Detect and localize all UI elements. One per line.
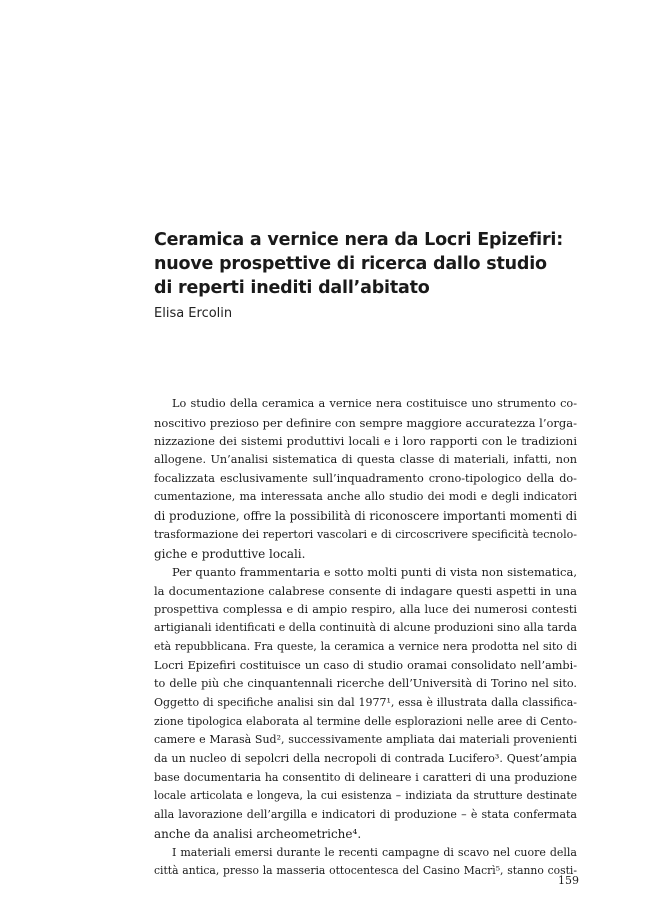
title-line: Ceramica a vernice nera da Locri Epizefiri: (154, 230, 563, 250)
text-line: I materiali emersi durante le recenti campagne di scavo nel cuore della (172, 845, 577, 859)
title-line: di reperti inediti dall’abitato (154, 278, 430, 298)
text-line: allogene. Un’analisi sistematica di questa classe di materiali, infatti, non (154, 453, 577, 467)
article-title (154, 228, 594, 300)
text-line: la documentazione calabrese consente di indagare questi aspetti in una (154, 583, 577, 598)
text-line: base documentaria ha consentito di delineare i caratteri di una produzione (154, 770, 577, 784)
text-line: Per quanto frammentaria e sotto molti punti di vista non sistematica, (172, 565, 577, 580)
text-line: età repubblicana. Fra queste, la ceramica a vernice nera prodotta nel sito di (154, 639, 577, 653)
author-name: Elisa Ercolin (154, 306, 233, 321)
text-line: artigianali identificati e della continuità di alcune produzioni sino alla tarda (154, 621, 577, 635)
text-line: focalizzata esclusivamente sull’inquadramento crono-tipologico della do- (154, 471, 577, 485)
text-line: giche e produttive locali. (154, 546, 306, 561)
text-line: locale articolata e longeva, la cui esistenza – indiziata da strutture destinate (154, 789, 577, 803)
text-line: zione tipologica elaborata al termine delle esplorazioni nelle aree di Cento- (154, 714, 577, 728)
text-line: di produzione, offre la possibilità di riconoscere importanti momenti di (154, 509, 577, 524)
text-line: da un nucleo di sepolcri della necropoli di contrada Lucifero³. Quest’ampia (154, 752, 577, 766)
text-line: nizzazione dei sistemi produttivi locali e i loro rapporti con le tradizioni (154, 434, 577, 449)
text-line: noscitivo prezioso per definire con sempre maggiore accuratezza l’orga- (154, 415, 577, 430)
text-line: Oggetto di specifiche analisi sin dal 1977¹, essa è illustrata dalla classifica- (154, 696, 577, 709)
text-line: Locri Epizefiri costituisce un caso di studio oramai consolidato nell’ambi- (154, 658, 577, 672)
body-text (154, 395, 577, 881)
title-line: nuove prospettive di ricerca dallo studio (154, 254, 547, 274)
text-line: prospettiva complessa e di ampio respiro, alla luce dei numerosi contesti (154, 602, 577, 616)
text-line: trasformazione dei repertori vascolari e di circoscrivere specificità tecnolo- (154, 527, 577, 541)
text-line: to delle più che cinquantennali ricerche dell’Università di Torino nel sito. (154, 677, 577, 691)
text-line: cumentazione, ma interessata anche allo studio dei modi e degli indicatori (154, 490, 577, 504)
text-line: camere e Marasà Sud², successivamente ampliata dai materiali provenienti (154, 733, 577, 747)
text-line: città antica, presso la masseria ottocentesca del Casino Macrì⁵, stanno costi- (154, 864, 577, 878)
text-line: alla lavorazione dell’argilla e indicatori di produzione – è stata confermata (154, 808, 577, 822)
page-number: 159 (558, 874, 579, 887)
text-line: Lo studio della ceramica a vernice nera costituisce uno strumento co- (172, 397, 577, 410)
text-line: anche da analisi archeometriche⁴. (154, 826, 362, 841)
